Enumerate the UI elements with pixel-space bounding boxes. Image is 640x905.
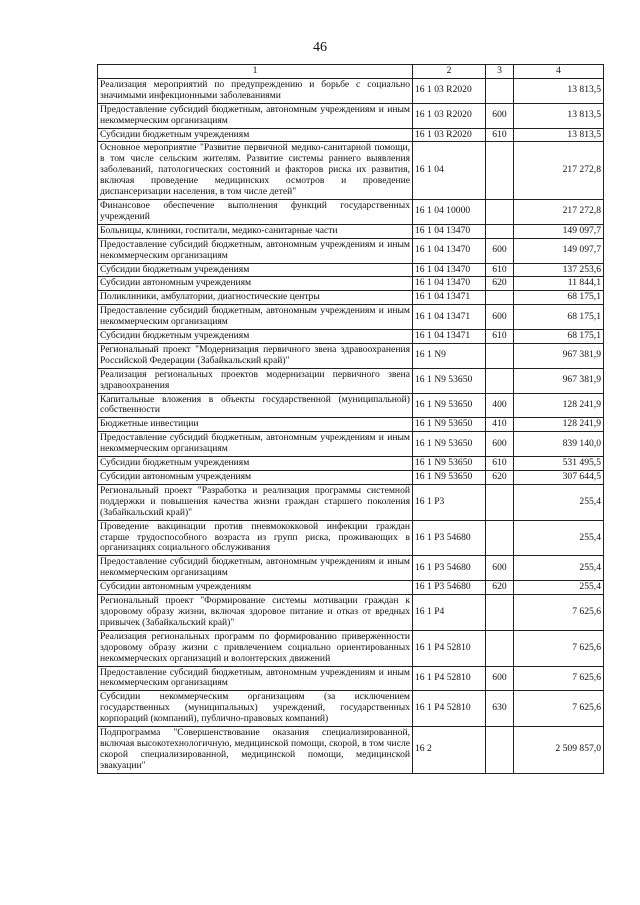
row-amount-cell: 13 813,5 <box>514 103 604 128</box>
row-name-cell: Капитальные вложения в объекты государственной (муниципальной) собственности <box>98 393 413 418</box>
table-row <box>98 343 604 368</box>
table-row <box>98 128 604 142</box>
row-code-cell: 16 1 04 13471 <box>413 291 486 305</box>
table-row <box>98 595 604 631</box>
table-row <box>98 277 604 291</box>
row-code-cell: 16 1 N9 53650 <box>413 368 486 393</box>
table-row <box>98 457 604 471</box>
table-row <box>98 291 604 305</box>
row-name-cell: Субсидии некоммерческим организациям (за исключением государственных (муниципальных) учреждений, государственных корпораций (компаний), публично-правовых компаний) <box>98 691 413 727</box>
row-name-cell: Реализация региональных программ по формированию приверженности здоровому образу жизни с привлечением социально ориентированных некоммерческих организаций и волонтерских движений <box>98 630 413 666</box>
table-row <box>98 484 604 520</box>
row-amount-cell: 967 381,9 <box>514 368 604 393</box>
row-type-cell <box>486 142 514 200</box>
row-type-cell: 610 <box>486 330 514 344</box>
row-code-cell: 16 1 P3 54680 <box>413 520 486 556</box>
row-type-cell <box>486 224 514 238</box>
row-amount-cell: 839 140,0 <box>514 432 604 457</box>
row-name-cell: Поликлиники, амбулатории, диагностические центры <box>98 291 413 305</box>
row-code-cell: 16 1 N9 53650 <box>413 393 486 418</box>
row-name-cell: Региональный проект "Модернизация первичного звена здравоохранения Российской Федерации (Забайкальский край)" <box>98 343 413 368</box>
row-name-cell: Реализация мероприятий по предупреждению и борьбе с социально значимыми инфекционными заболеваниями <box>98 78 413 103</box>
row-type-cell <box>486 727 514 774</box>
row-amount-cell: 128 241,9 <box>514 418 604 432</box>
row-code-cell: 16 1 N9 <box>413 343 486 368</box>
row-type-cell: 620 <box>486 471 514 485</box>
row-amount-cell: 255,4 <box>514 520 604 556</box>
row-type-cell: 600 <box>486 103 514 128</box>
row-name-cell: Предоставление субсидий бюджетным, автономным учреждениям и иным некоммерческим организациям <box>98 556 413 581</box>
row-code-cell: 16 1 04 13470 <box>413 277 486 291</box>
row-type-cell <box>486 291 514 305</box>
row-code-cell: 16 1 N9 53650 <box>413 457 486 471</box>
row-amount-cell: 7 625,6 <box>514 595 604 631</box>
row-name-cell: Субсидии бюджетным учреждениям <box>98 457 413 471</box>
row-name-cell: Субсидии бюджетным учреждениям <box>98 128 413 142</box>
row-code-cell: 16 1 03 R2020 <box>413 78 486 103</box>
table-row <box>98 727 604 774</box>
row-code-cell: 16 1 03 R2020 <box>413 103 486 128</box>
row-code-cell: 16 1 P4 52810 <box>413 666 486 691</box>
table-row <box>98 630 604 666</box>
row-type-cell <box>486 368 514 393</box>
row-code-cell: 16 1 N9 53650 <box>413 432 486 457</box>
row-code-cell: 16 1 P3 54680 <box>413 581 486 595</box>
row-amount-cell: 967 381,9 <box>514 343 604 368</box>
row-amount-cell: 149 097,7 <box>514 224 604 238</box>
header-cell-code: 2 <box>413 65 486 79</box>
row-name-cell: Субсидии бюджетным учреждениям <box>98 330 413 344</box>
row-name-cell: Бюджетные инвестиции <box>98 418 413 432</box>
row-amount-cell: 128 241,9 <box>514 393 604 418</box>
table-row <box>98 418 604 432</box>
page-number: 46 <box>313 40 327 55</box>
header-cell-amount: 4 <box>514 65 604 79</box>
header-cell-name: 1 <box>98 65 413 79</box>
row-amount-cell: 7 625,6 <box>514 691 604 727</box>
row-amount-cell: 68 175,1 <box>514 330 604 344</box>
row-name-cell: Предоставление субсидий бюджетным, автономным учреждениям и иным некоммерческим организациям <box>98 238 413 263</box>
row-code-cell: 16 1 P4 52810 <box>413 691 486 727</box>
row-name-cell: Субсидии автономным учреждениям <box>98 277 413 291</box>
row-name-cell: Субсидии автономным учреждениям <box>98 471 413 485</box>
row-code-cell: 16 1 N9 53650 <box>413 471 486 485</box>
row-amount-cell: 13 813,5 <box>514 78 604 103</box>
row-amount-cell: 7 625,6 <box>514 630 604 666</box>
table-row <box>98 224 604 238</box>
row-amount-cell: 217 272,8 <box>514 142 604 200</box>
row-code-cell: 16 2 <box>413 727 486 774</box>
row-amount-cell: 13 813,5 <box>514 128 604 142</box>
row-amount-cell: 11 844,1 <box>514 277 604 291</box>
budget-table <box>97 64 604 774</box>
row-name-cell: Региональный проект "Формирование системы мотивации граждан к здоровому образу жизни, включая здоровое питание и отказ от вредных привычек (Забайкальский край)" <box>98 595 413 631</box>
row-code-cell: 16 1 P3 54680 <box>413 556 486 581</box>
row-name-cell: Проведение вакцинации против пневмококковой инфекции граждан старше трудоспособного возраста из групп риска, проживающих в организациях социального обслуживания <box>98 520 413 556</box>
row-type-cell: 610 <box>486 263 514 277</box>
row-type-cell: 600 <box>486 238 514 263</box>
row-code-cell: 16 1 03 R2020 <box>413 128 486 142</box>
row-amount-cell: 307 644,5 <box>514 471 604 485</box>
row-type-cell: 600 <box>486 556 514 581</box>
row-code-cell: 16 1 P4 <box>413 595 486 631</box>
table-row <box>98 432 604 457</box>
row-name-cell: Предоставление субсидий бюджетным, автономным учреждениям и иным некоммерческим организациям <box>98 432 413 457</box>
row-code-cell: 16 1 04 13471 <box>413 330 486 344</box>
row-amount-cell: 137 253,6 <box>514 263 604 277</box>
row-type-cell: 620 <box>486 277 514 291</box>
table-row <box>98 581 604 595</box>
table-row <box>98 368 604 393</box>
row-amount-cell: 255,4 <box>514 581 604 595</box>
row-amount-cell: 68 175,1 <box>514 305 604 330</box>
row-name-cell: Реализация региональных проектов модернизации первичного звена здравоохранения <box>98 368 413 393</box>
row-code-cell: 16 1 N9 53650 <box>413 418 486 432</box>
table-row <box>98 199 604 224</box>
table-row <box>98 393 604 418</box>
table-row <box>98 330 604 344</box>
row-code-cell: 16 1 04 13470 <box>413 224 486 238</box>
row-amount-cell: 7 625,6 <box>514 666 604 691</box>
row-type-cell <box>486 520 514 556</box>
row-code-cell: 16 1 04 10000 <box>413 199 486 224</box>
table-row <box>98 666 604 691</box>
row-type-cell <box>486 630 514 666</box>
row-type-cell: 600 <box>486 666 514 691</box>
row-name-cell: Больницы, клиники, госпитали, медико-санитарные части <box>98 224 413 238</box>
row-name-cell: Предоставление субсидий бюджетным, автономным учреждениям и иным некоммерческим организациям <box>98 103 413 128</box>
table-body <box>98 65 604 774</box>
row-type-cell: 620 <box>486 581 514 595</box>
row-name-cell: Основное мероприятие "Развитие первичной медико-санитарной помощи, в том числе сельским жителям. Развитие системы раннего выявления заболеваний, патологических состояний и факторов риска их развития, включая проведение медицинских осмотров и проведение диспансеризации населения, в том числе детей" <box>98 142 413 200</box>
table-row <box>98 142 604 200</box>
row-type-cell <box>486 78 514 103</box>
row-code-cell: 16 1 04 13470 <box>413 238 486 263</box>
table-row <box>98 263 604 277</box>
row-amount-cell: 2 509 857,0 <box>514 727 604 774</box>
row-code-cell: 16 1 04 13470 <box>413 263 486 277</box>
row-name-cell: Предоставление субсидий бюджетным, автономным учреждениям и иным некоммерческим организациям <box>98 666 413 691</box>
row-amount-cell: 255,4 <box>514 556 604 581</box>
table-row <box>98 103 604 128</box>
row-type-cell: 600 <box>486 305 514 330</box>
row-type-cell <box>486 595 514 631</box>
row-name-cell: Региональный проект "Разработка и реализация программы системной поддержки и повышения качества жизни граждан старшего поколения (Забайкальский край)" <box>98 484 413 520</box>
row-name-cell: Субсидии бюджетным учреждениям <box>98 263 413 277</box>
table-header-row <box>98 65 604 79</box>
table-row <box>98 556 604 581</box>
row-type-cell: 630 <box>486 691 514 727</box>
row-code-cell: 16 1 P3 <box>413 484 486 520</box>
row-amount-cell: 68 175,1 <box>514 291 604 305</box>
row-type-cell: 600 <box>486 432 514 457</box>
row-amount-cell: 217 272,8 <box>514 199 604 224</box>
row-code-cell: 16 1 04 <box>413 142 486 200</box>
row-type-cell: 610 <box>486 457 514 471</box>
row-type-cell <box>486 343 514 368</box>
row-name-cell: Подпрограмма "Совершенствование оказания специализированной, включая высокотехнологичную, медицинской помощи, скорой, в том числе скорой специализированной, медицинской помощи, медицинской эвакуации" <box>98 727 413 774</box>
row-amount-cell: 149 097,7 <box>514 238 604 263</box>
row-name-cell: Финансовое обеспечение выполнения функций государственных учреждений <box>98 199 413 224</box>
table-row <box>98 78 604 103</box>
row-type-cell <box>486 199 514 224</box>
table-row <box>98 305 604 330</box>
row-type-cell: 610 <box>486 128 514 142</box>
row-type-cell <box>486 484 514 520</box>
row-code-cell: 16 1 P4 52810 <box>413 630 486 666</box>
header-cell-type: 3 <box>486 65 514 79</box>
row-code-cell: 16 1 04 13471 <box>413 305 486 330</box>
row-name-cell: Предоставление субсидий бюджетным, автономным учреждениям и иным некоммерческим организациям <box>98 305 413 330</box>
table-row <box>98 471 604 485</box>
row-type-cell: 400 <box>486 393 514 418</box>
row-amount-cell: 255,4 <box>514 484 604 520</box>
row-type-cell: 410 <box>486 418 514 432</box>
table-row <box>98 520 604 556</box>
table-row <box>98 691 604 727</box>
table-row <box>98 238 604 263</box>
row-amount-cell: 531 495,5 <box>514 457 604 471</box>
row-name-cell: Субсидии автономным учреждениям <box>98 581 413 595</box>
